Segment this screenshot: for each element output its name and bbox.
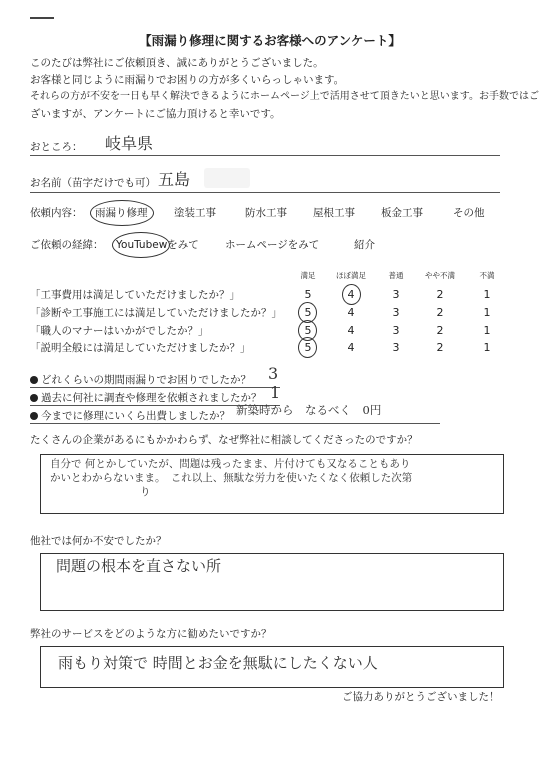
rating-option[interactable]: 5 xyxy=(304,288,312,301)
rating-header-satisfied: 満足 xyxy=(300,271,316,280)
question-recommend: 弊社のサービスをどのような方に勧めたいですか？ xyxy=(30,628,272,640)
bullet-icon xyxy=(30,394,38,402)
address-value: 岐阜県 xyxy=(105,134,154,153)
rating-header-dissatisfied: 不満 xyxy=(479,271,495,280)
answer-why-us-line-2: かいとわからないまま。 これ以上、無駄な労力を使いたくなく依頼した次第 xyxy=(50,472,413,484)
source-option-youtube[interactable]: YouTubewをみて xyxy=(116,239,199,251)
answer-why-us-line-3: り xyxy=(140,486,151,498)
bullet-icon xyxy=(30,376,38,384)
rating-option[interactable]: 3 xyxy=(392,306,400,319)
name-value: 五島 xyxy=(158,170,191,189)
source-option-referral[interactable]: 紹介 xyxy=(354,239,375,251)
rating-question-cost: 「工事費用は満足していただけましたか？」 xyxy=(30,289,240,301)
bullet-icon xyxy=(30,412,38,420)
rating-option[interactable]: 4 xyxy=(347,306,355,319)
rating-header-mostly-satisfied: ほぼ満足 xyxy=(336,271,366,280)
selection-circle xyxy=(112,232,170,258)
rating-question-manners: 「職人のマナーはいかがでしたか？」 xyxy=(30,325,209,337)
answer-other-companies: 問題の根本を直さない所 xyxy=(56,557,222,575)
selection-circle xyxy=(90,200,154,226)
rating-header-neutral: 普通 xyxy=(388,271,404,280)
rating-selection-circle xyxy=(298,337,317,358)
answer-cost-spent: 新築時から なるべく 0円 xyxy=(236,403,382,417)
rating-question-explanation: 「説明全般には満足していただけましたか？」 xyxy=(30,342,251,354)
bullet-question-cost-spent: 今までに修理にいくら出費しましたか？ xyxy=(30,409,230,423)
name-label: お名前（苗字だけでも可） xyxy=(30,177,156,189)
answer-underline xyxy=(30,423,440,424)
bullet-question-past-companies: 過去に何社に調査や修理を依頼されましたか？ xyxy=(30,391,262,405)
rating-option[interactable]: 2 xyxy=(436,341,444,354)
rating-option[interactable]: 3 xyxy=(392,288,400,301)
rating-question-diagnosis: 「診断や工事施工には満足していただけましたか？」 xyxy=(30,307,282,319)
rating-option[interactable]: 2 xyxy=(436,288,444,301)
rating-option[interactable]: 5 xyxy=(304,306,312,319)
request-option-roofing[interactable]: 屋根工事 xyxy=(313,207,355,219)
rating-option[interactable]: 4 xyxy=(347,288,355,301)
rating-option[interactable]: 1 xyxy=(483,341,491,354)
request-option-sheet-metal[interactable]: 板金工事 xyxy=(381,207,423,219)
redacted-mask xyxy=(204,168,250,188)
intro-line-3: それらの方が不安を一日も早く解決できるようにホームページ上で活用させて頂きたいと思います。お手数ではご xyxy=(30,91,539,102)
answer-past-companies: 1 xyxy=(270,383,281,402)
request-option-painting[interactable]: 塗装工事 xyxy=(174,207,216,219)
rating-option[interactable]: 4 xyxy=(347,341,355,354)
rating-option[interactable]: 3 xyxy=(392,324,400,337)
intro-line-2: お客様と同じように雨漏りでお困りの方が多くいらっしゃいます。 xyxy=(30,74,345,86)
rating-option[interactable]: 4 xyxy=(347,324,355,337)
address-label: おところ： xyxy=(30,141,83,153)
question-other-companies: 他社では何か不安でしたか？ xyxy=(30,535,167,547)
request-option-other[interactable]: その他 xyxy=(453,207,485,219)
request-option-roof-leak[interactable]: 雨漏り修理 xyxy=(95,207,148,219)
rating-option[interactable]: 5 xyxy=(304,341,312,354)
answer-recommend: 雨もり対策で 時間とお金を無駄にしたくない人 xyxy=(58,654,378,672)
scan-mark xyxy=(30,17,54,19)
intro-line-4: ざいますが、アンケートにご協力頂けると幸いです。 xyxy=(30,108,281,120)
name-underline xyxy=(30,192,500,193)
rating-option[interactable]: 1 xyxy=(483,324,491,337)
request-label: 依頼内容： xyxy=(30,207,83,219)
rating-selection-circle xyxy=(342,284,361,305)
rating-header-somewhat-dissatisfied: やや不満 xyxy=(425,271,455,280)
rating-option[interactable]: 2 xyxy=(436,324,444,337)
rating-option[interactable]: 3 xyxy=(392,341,400,354)
survey-title: 【雨漏り修理に関するお客様へのアンケート】 xyxy=(139,33,401,48)
request-option-waterproofing[interactable]: 防水工事 xyxy=(245,207,287,219)
bullet-question-duration: どれくらいの期間雨漏りでお困りでしたか？ xyxy=(30,373,251,387)
thanks-note: ご協力ありがとうございました！ xyxy=(342,691,500,703)
answer-underline xyxy=(30,387,280,388)
rating-option[interactable]: 5 xyxy=(304,324,312,337)
address-underline xyxy=(30,155,500,156)
source-option-homepage[interactable]: ホームページをみて xyxy=(225,239,320,251)
rating-option[interactable]: 1 xyxy=(483,288,491,301)
intro-line-1: このたびは弊社にご依頼頂き、誠にありがとうございました。 xyxy=(30,57,324,69)
answer-duration: 3 xyxy=(268,364,279,383)
rating-option[interactable]: 1 xyxy=(483,306,491,319)
rating-option[interactable]: 2 xyxy=(436,306,444,319)
answer-why-us-line-1: 自分で 何とかしていたが、問題は残ったまま、片付けても又なることもあり xyxy=(50,458,411,470)
source-label: ご依頼の経緯： xyxy=(30,239,104,251)
question-why-us: たくさんの企業があるにもかかわらず、なぜ弊社に相談してくださったのですか？ xyxy=(30,434,418,446)
